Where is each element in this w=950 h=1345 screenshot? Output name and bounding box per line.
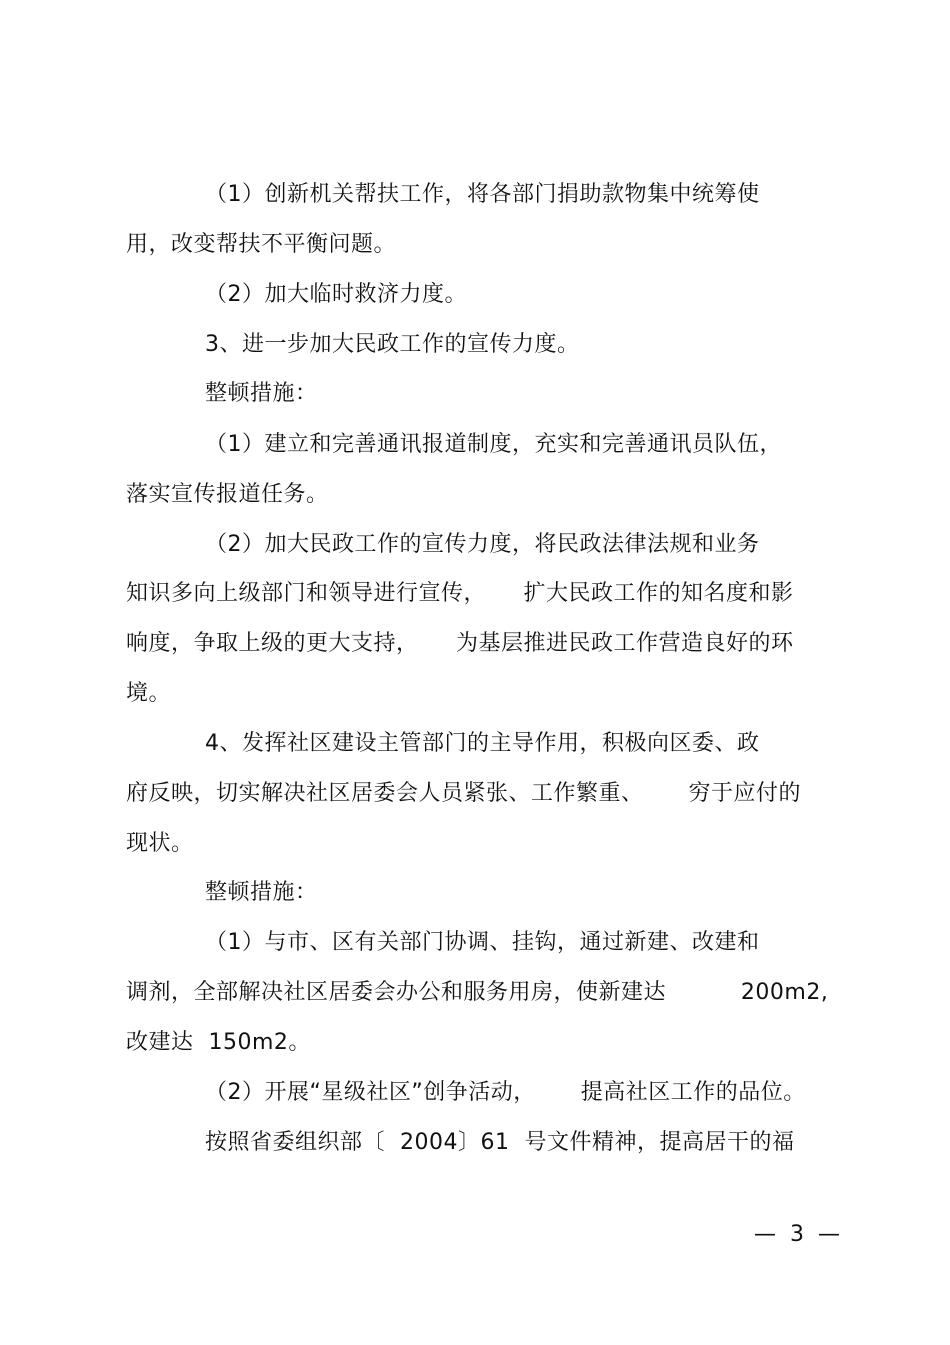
paragraph-line-2: 用，改变帮扶不平衡问题。 <box>126 232 397 257</box>
measures-heading-1: 整顿措施： <box>205 381 318 406</box>
paragraph-line-13: 府反映，切实解决社区居委会人员紧张、工作繁重、 穷于应付的 <box>126 781 801 806</box>
paragraph-line-10: 响度，争取上级的更大支持， 为基层推进民政工作营造良好的环 <box>126 631 794 656</box>
paragraph-line-16: （1）与市、区有关部门协调、挂钩，通过新建、改建和 <box>205 930 760 955</box>
paragraph-line-1: （1）创新机关帮扶工作，将各部门捐助款物集中统筹使 <box>205 182 760 207</box>
paragraph-line-18: 改建达 150m2。 <box>126 1030 311 1055</box>
section-heading-4: 4、发挥社区建设主管部门的主导作用，积极向区委、政 <box>205 731 760 756</box>
paragraph-line-9: 知识多向上级部门和领导进行宣传， 扩大民政工作的知名度和影 <box>126 581 794 606</box>
paragraph-line-7: 落实宣传报道任务。 <box>126 482 329 507</box>
paragraph-line-11: 境。 <box>126 681 172 706</box>
paragraph-line-8: （2）加大民政工作的宣传力度，将民政法律法规和业务 <box>205 532 760 557</box>
section-heading-3: 3、进一步加大民政工作的宣传力度。 <box>205 332 580 357</box>
paragraph-line-14: 现状。 <box>126 831 194 856</box>
paragraph-line-17: 调剂，全部解决社区居委会办公和服务用房，使新建达 200m2, <box>126 980 829 1005</box>
paragraph-line-20: 按照省委组织部〔 2004〕61 号文件精神，提高居干的福 <box>205 1130 795 1155</box>
paragraph-line-19: （2）开展“星级社区”创争活动， 提高社区工作的品位。 <box>205 1080 806 1105</box>
page-number: — 3 — <box>754 1222 840 1247</box>
measures-heading-2: 整顿措施： <box>205 880 318 905</box>
paragraph-line-3: （2）加大临时救济力度。 <box>205 282 467 307</box>
paragraph-line-6: （1）建立和完善通讯报道制度，充实和完善通讯员队伍， <box>205 432 782 457</box>
